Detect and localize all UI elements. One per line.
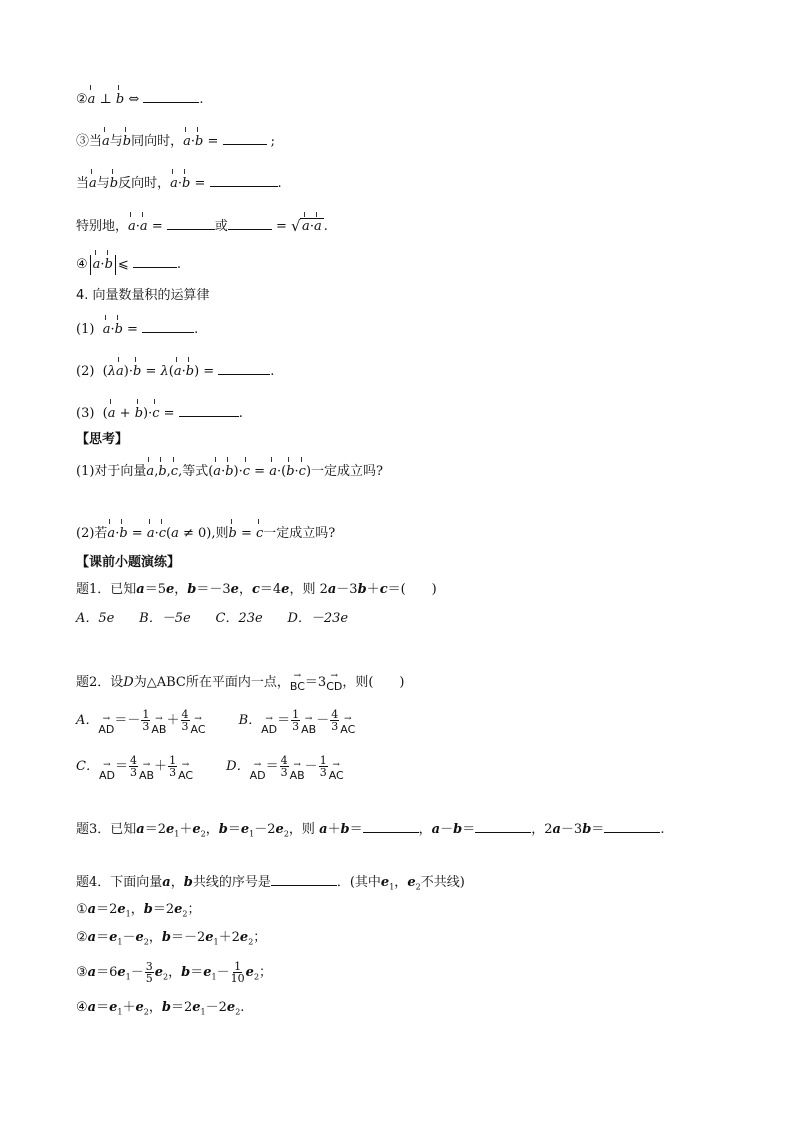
problem-text: 题3．已知 xyxy=(76,822,137,837)
question-text: (1)对于向量 xyxy=(76,464,147,479)
vector-a: a xyxy=(170,174,178,194)
problem-4-item-4: $④a=e_1+e_2$，$b=2e_1-2e_2$. xyxy=(76,1000,245,1017)
property-special: 特别地，a·a = 或 = √ a·a . xyxy=(76,217,328,235)
question-text: (2)若 xyxy=(76,526,108,541)
vector-a: a xyxy=(128,217,136,237)
problem-text: 题2．设 xyxy=(76,675,124,690)
law-2: (2) (λa)·b = λ(a·b) = . xyxy=(76,360,274,382)
option-b[interactable]: B．－5e xyxy=(139,611,191,626)
answer-blank[interactable] xyxy=(167,215,215,230)
item-text: 或 xyxy=(214,219,228,234)
vector-b: b xyxy=(123,132,131,152)
option-b[interactable]: B． xyxy=(238,713,262,728)
vector-b: b xyxy=(116,90,124,110)
vector-a: a xyxy=(93,255,101,275)
item-text: 同向时， xyxy=(131,134,184,149)
law-number: (2) xyxy=(76,364,95,379)
vector-b: b xyxy=(195,132,203,152)
option-a[interactable]: A．5e xyxy=(76,611,115,626)
item-number: ② xyxy=(76,930,88,945)
item-number: ② xyxy=(76,92,88,107)
vector-a: a xyxy=(89,174,97,194)
vector-b: b xyxy=(105,255,113,275)
problem-text: 为△ABC所在平面内一点， xyxy=(133,675,290,690)
answer-blank[interactable] xyxy=(210,172,278,187)
problem-text: 题4．下面向量 xyxy=(76,875,163,890)
problem-4-item-3: $③a=6e_1-$ $\frac{3}{5}$ $e_2$，$b=e_1-$ $\frac{1}{10}$ $e_2$； xyxy=(76,960,273,985)
item-text: 反向时， xyxy=(118,176,171,191)
item-text: 特别地， xyxy=(76,219,129,234)
problem-1-options xyxy=(76,609,348,629)
option-c[interactable]: C．23e xyxy=(215,611,263,626)
answer-blank[interactable] xyxy=(271,871,337,886)
item-text: 与 xyxy=(96,176,110,191)
question-text: ,等式 xyxy=(178,464,209,479)
law-number: (3) xyxy=(76,406,95,421)
answer-blank[interactable] xyxy=(223,130,267,145)
item-number: ④ xyxy=(76,257,88,272)
think-question-2: (2)若a·b = a·c(a ≠ 0),则b = c一定成立吗? xyxy=(76,524,335,544)
problem-text: 不共线) xyxy=(420,875,465,890)
law-3: (3) (a + b)·c = . xyxy=(76,402,243,424)
vector-b: b xyxy=(110,174,118,194)
vector-b: b xyxy=(182,174,190,194)
problem-4-item-1: $①a=2e_1$，$b=2e_2$； xyxy=(76,902,201,919)
answer-blank[interactable] xyxy=(604,818,660,833)
item-text: ③当 xyxy=(76,134,103,149)
option-d[interactable]: D． xyxy=(226,759,250,774)
problem-2-options-ab: A． → AD ＝－ $\frac{1}{3}$ → AB ＋ $\frac{4}{3}$ → AC B． → AD ＝ $\frac{1}{3}$ → AB － $\frac{4}{3}$ → AC xyxy=(76,708,356,736)
question-text: ,则 xyxy=(211,526,229,541)
practice-header: 【课前小题演练】 xyxy=(76,555,181,570)
option-c[interactable]: C． xyxy=(76,759,99,774)
vector-a: a xyxy=(102,132,110,152)
answer-blank[interactable] xyxy=(143,88,199,103)
answer-blank[interactable] xyxy=(179,402,239,417)
vector-a: a xyxy=(88,90,96,110)
item-number: ① xyxy=(76,902,88,917)
property-same-direction: ③当a与b同向时，a·b = ; xyxy=(76,130,275,152)
problem-1: 题1．已知a＝5e，b＝－3e，c＝4e，则 2a－3b＋c＝( ) xyxy=(76,582,437,597)
question-text: 一定成立吗? xyxy=(263,526,336,541)
question-text: 一定成立吗? xyxy=(311,464,383,479)
answer-blank[interactable] xyxy=(363,818,419,833)
answer-blank[interactable] xyxy=(142,318,194,333)
property-perpendicular: ②a ⊥ b ⇔ . xyxy=(76,88,204,110)
problem-2: 题2．设D为△ABC所在平面内一点， → BC ＝3 → CD ，则( ) xyxy=(76,671,405,693)
sqrt-expression: √ a·a xyxy=(291,217,322,235)
law-1: (1) a·b = . xyxy=(76,318,198,340)
answer-blank[interactable] xyxy=(133,253,177,268)
property-opposite-direction: 当a与b反向时，a·b = . xyxy=(76,172,282,194)
option-a[interactable]: A． xyxy=(76,713,99,728)
problem-4: 题4．下面向量a，b共线的序号是 ．(其中$e_1$，$e_2$不共线) xyxy=(76,871,465,898)
item-number: ④ xyxy=(76,1000,88,1015)
think-header: 【思考】 xyxy=(76,432,129,447)
item-text: 与 xyxy=(109,134,123,149)
problem-text: 题1．已知 xyxy=(76,582,137,597)
problem-text: ．(其中 xyxy=(336,875,381,890)
vector-a: a xyxy=(140,217,148,237)
answer-blank[interactable] xyxy=(475,818,531,833)
item-text: 当 xyxy=(76,176,90,191)
answer-blank[interactable] xyxy=(228,215,272,230)
section-title: 4. 向量数量积的运算律 xyxy=(76,288,210,303)
law-number: (1) xyxy=(76,322,95,337)
option-d[interactable]: D．－23e xyxy=(287,611,349,626)
item-number: ③ xyxy=(76,965,88,980)
problem-3: 题3．已知$a=2e_1+e_2$，$b=e_1-2e_2$，则 a＋b＝ ，a－b＝ ，2a－3b＝ . xyxy=(76,818,664,845)
answer-blank[interactable] xyxy=(218,360,270,375)
problem-text: ，则( ) xyxy=(342,675,405,690)
problem-4-item-2: $②a=e_1-e_2$，$b=-2e_1+2e_2$； xyxy=(76,930,267,947)
property-inequality: ④ a·b ⩽ . xyxy=(76,253,181,275)
problem-2-options-cd: C． → AD ＝ $\frac{4}{3}$ → AB ＋ $\frac{1}{3}$ → AC D． → AD ＝ $\frac{4}{3}$ → AB － $\frac{1}{3}$ → AC xyxy=(76,754,344,782)
think-question-1: (1)对于向量a,b,c,等式(a·b)·c = a·(b·c)一定成立吗? xyxy=(76,462,383,482)
problem-text: 共线的序号是 xyxy=(192,875,271,890)
vector-a: a xyxy=(183,132,191,152)
